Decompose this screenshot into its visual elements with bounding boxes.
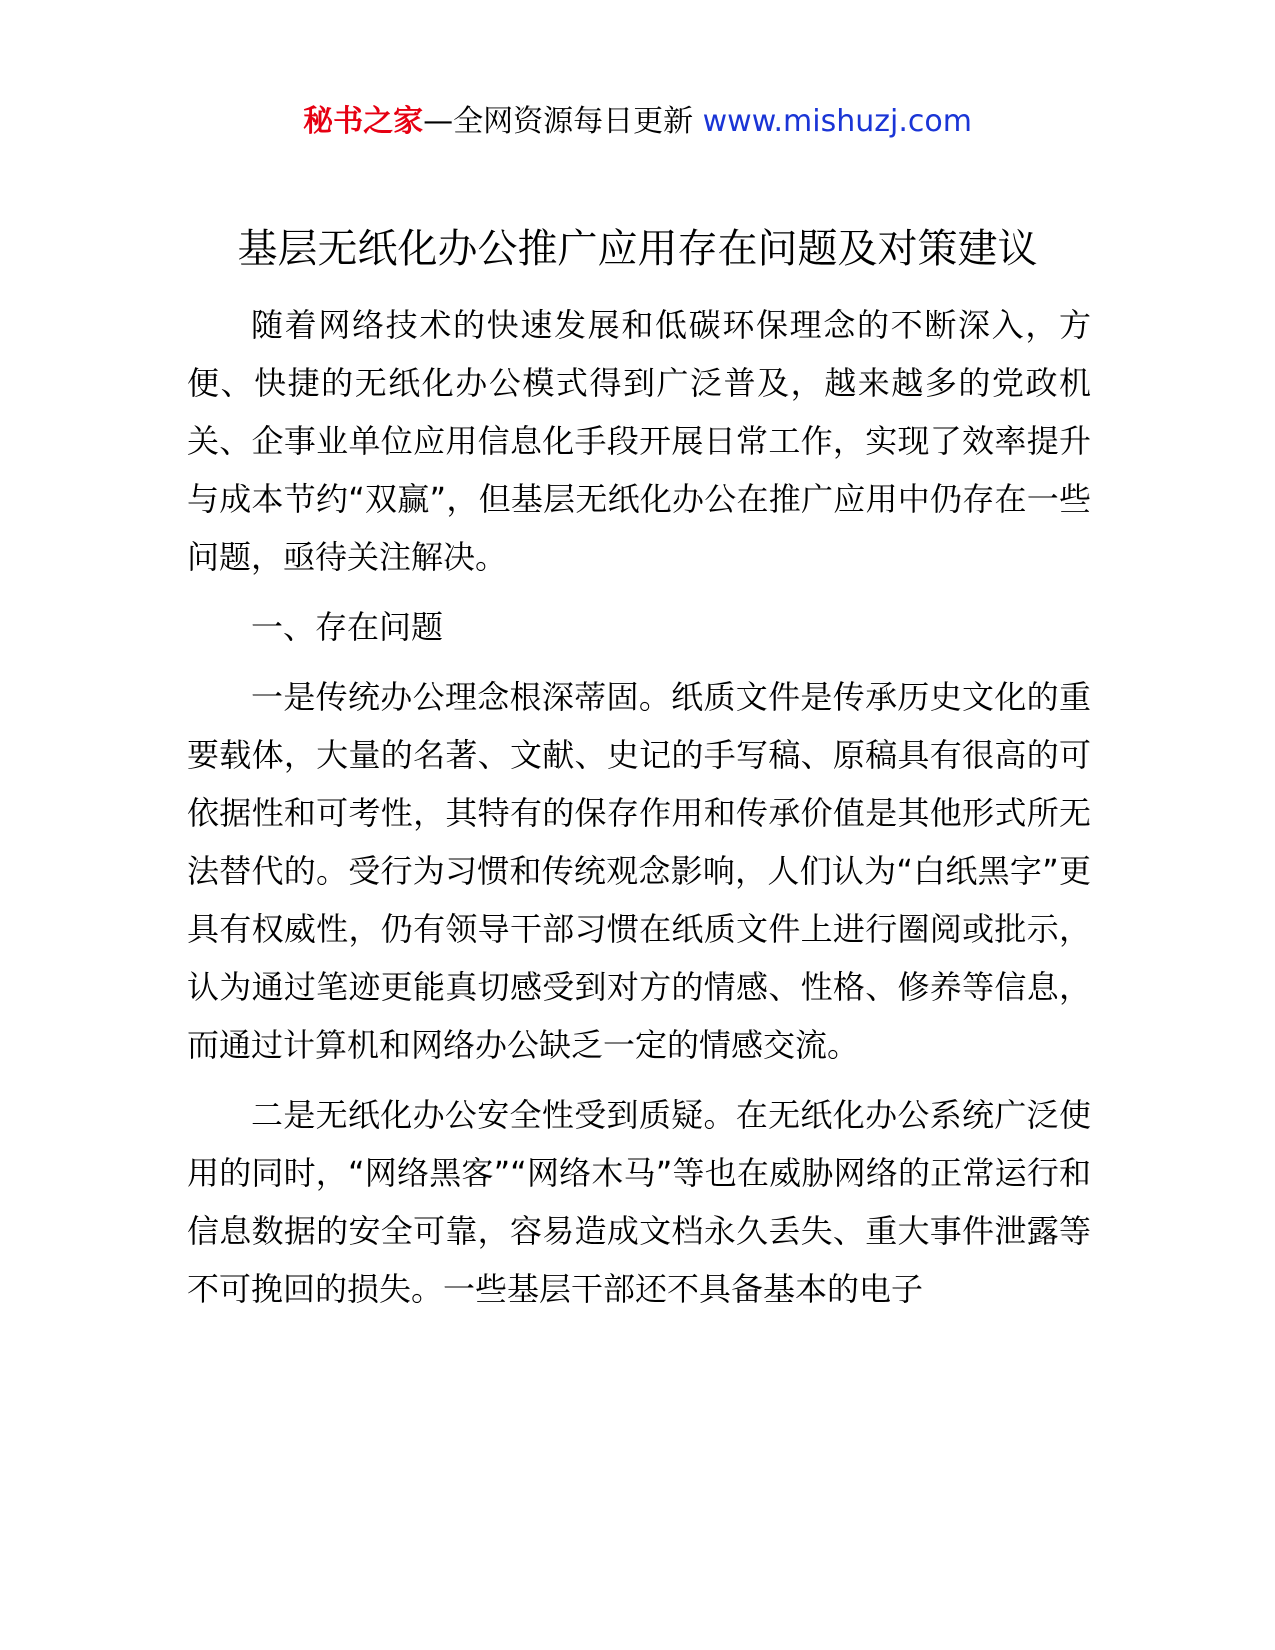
header-tagline: —全网资源每日更新	[423, 104, 694, 139]
paragraph-1: 一是传统办公理念根深蒂固。纸质文件是传承历史文化的重要载体，大量的名著、文献、史记的手写稿、原稿具有很高的可依据性和可考性，其特有的保存作用和传承价值是其他形式所无法替代的。受行为习惯和传统观念影响，人们认为“白纸黑字”更具有权威性，仍有领导干部习惯在纸质文件上进行圈阅或批示，认为通过笔迹更能真切感受到对方的情感、性格、修养等信息，而通过计算机和网络办公缺乏一定的情感交流。	[187, 678, 1091, 1064]
document-title: 基层无纸化办公推广应用存在问题及对策建议	[237, 226, 1038, 272]
document-body	[187, 296, 1091, 1330]
header-banner	[0, 102, 1275, 142]
paragraph-2: 二是无纸化办公安全性受到质疑。在无纸化办公系统广泛使用的同时，“网络黑客”“网络木马”等也在威胁网络的正常运行和信息数据的安全可靠，容易造成文档永久丢失、重大事件泄露等不可挽回的损失。一些基层干部还不具备基本的电子	[187, 1096, 1091, 1308]
section-heading: 一、存在问题	[251, 608, 444, 646]
brand-name: 秘书之家	[303, 104, 424, 139]
intro-paragraph: 随着网络技术的快速发展和低碳环保理念的不断深入，方便、快捷的无纸化办公模式得到广泛普及，越来越多的党政机关、企事业单位应用信息化手段开展日常工作，实现了效率提升与成本节约“双赢”，但基层无纸化办公在推广应用中仍存在一些问题，亟待关注解决。	[187, 306, 1091, 576]
site-url-link[interactable]: www.mishuzj.com	[702, 104, 972, 139]
